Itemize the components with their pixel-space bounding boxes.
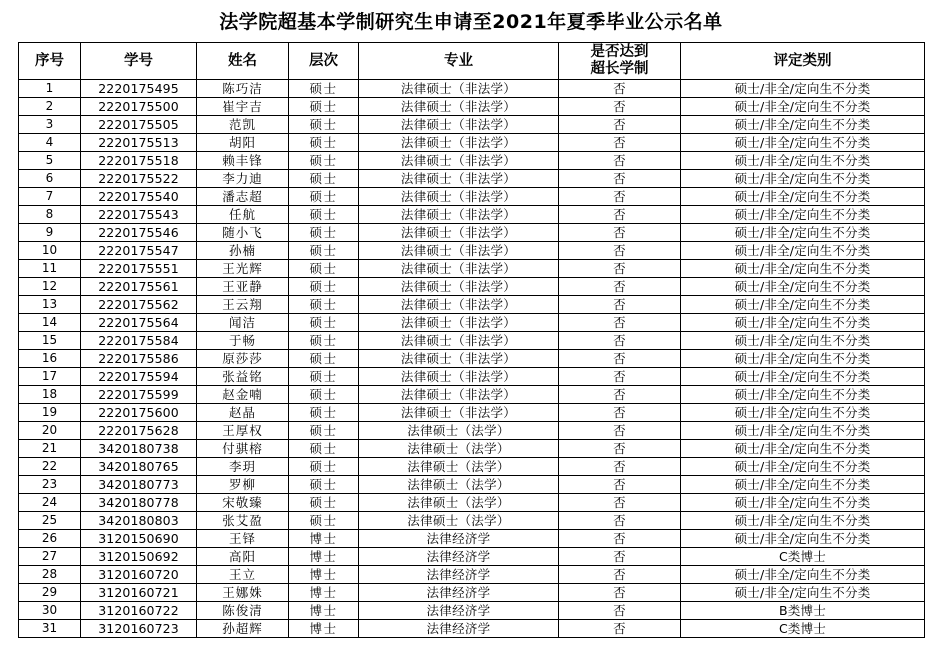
cell-over-duration: 否 xyxy=(559,152,681,170)
cell-level: 硕士 xyxy=(289,260,359,278)
cell-category: 硕士/非全/定向生不分类 xyxy=(681,296,925,314)
cell-over-duration: 否 xyxy=(559,296,681,314)
cell-level: 硕士 xyxy=(289,458,359,476)
table-container xyxy=(0,42,942,638)
cell-index: 5 xyxy=(19,152,81,170)
cell-index: 8 xyxy=(19,206,81,224)
cell-student-id: 2220175561 xyxy=(81,278,197,296)
cell-name: 宋敬臻 xyxy=(197,494,289,512)
table-row xyxy=(19,314,925,332)
cell-category: 硕士/非全/定向生不分类 xyxy=(681,494,925,512)
cell-index: 29 xyxy=(19,584,81,602)
cell-name: 王光辉 xyxy=(197,260,289,278)
cell-category: 硕士/非全/定向生不分类 xyxy=(681,206,925,224)
cell-name: 陈巧洁 xyxy=(197,80,289,98)
cell-name: 张益铭 xyxy=(197,368,289,386)
cell-major: 法律硕士（非法学） xyxy=(359,278,559,296)
cell-level: 硕士 xyxy=(289,440,359,458)
cell-over-duration: 否 xyxy=(559,242,681,260)
cell-student-id: 2220175564 xyxy=(81,314,197,332)
cell-major: 法律经济学 xyxy=(359,566,559,584)
cell-student-id: 2220175500 xyxy=(81,98,197,116)
cell-over-duration: 否 xyxy=(559,584,681,602)
cell-category: 硕士/非全/定向生不分类 xyxy=(681,332,925,350)
cell-category: C类博士 xyxy=(681,548,925,566)
cell-category: 硕士/非全/定向生不分类 xyxy=(681,224,925,242)
cell-student-id: 2220175518 xyxy=(81,152,197,170)
cell-index: 17 xyxy=(19,368,81,386)
cell-student-id: 2220175543 xyxy=(81,206,197,224)
table-row xyxy=(19,332,925,350)
cell-category: 硕士/非全/定向生不分类 xyxy=(681,566,925,584)
cell-student-id: 2220175551 xyxy=(81,260,197,278)
cell-student-id: 3420180773 xyxy=(81,476,197,494)
table-row xyxy=(19,260,925,278)
cell-student-id: 2220175495 xyxy=(81,80,197,98)
cell-name: 陈俊清 xyxy=(197,602,289,620)
cell-student-id: 2220175600 xyxy=(81,404,197,422)
cell-level: 博士 xyxy=(289,530,359,548)
cell-over-duration: 否 xyxy=(559,80,681,98)
cell-index: 18 xyxy=(19,386,81,404)
cell-index: 28 xyxy=(19,566,81,584)
table-row xyxy=(19,152,925,170)
cell-major: 法律经济学 xyxy=(359,530,559,548)
cell-index: 12 xyxy=(19,278,81,296)
cell-name: 范凯 xyxy=(197,116,289,134)
cell-over-duration: 否 xyxy=(559,260,681,278)
cell-category: 硕士/非全/定向生不分类 xyxy=(681,134,925,152)
cell-major: 法律硕士（非法学） xyxy=(359,296,559,314)
table-row xyxy=(19,224,925,242)
cell-major: 法律硕士（非法学） xyxy=(359,98,559,116)
cell-index: 24 xyxy=(19,494,81,512)
cell-name: 胡阳 xyxy=(197,134,289,152)
cell-major: 法律硕士（非法学） xyxy=(359,134,559,152)
cell-level: 博士 xyxy=(289,584,359,602)
table-row xyxy=(19,602,925,620)
table-row xyxy=(19,458,925,476)
cell-name: 赖丰锋 xyxy=(197,152,289,170)
table-row xyxy=(19,242,925,260)
cell-student-id: 2220175599 xyxy=(81,386,197,404)
cell-category: 硕士/非全/定向生不分类 xyxy=(681,404,925,422)
cell-index: 6 xyxy=(19,170,81,188)
cell-category: C类博士 xyxy=(681,620,925,638)
cell-over-duration: 否 xyxy=(559,494,681,512)
cell-over-duration: 否 xyxy=(559,476,681,494)
cell-student-id: 2220175562 xyxy=(81,296,197,314)
column-header-over-duration-line1: 是否达到 xyxy=(590,44,649,61)
cell-category: 硕士/非全/定向生不分类 xyxy=(681,242,925,260)
cell-level: 硕士 xyxy=(289,494,359,512)
cell-over-duration: 否 xyxy=(559,98,681,116)
column-header-over-duration xyxy=(559,43,681,80)
cell-category: 硕士/非全/定向生不分类 xyxy=(681,530,925,548)
cell-name: 崔宇吉 xyxy=(197,98,289,116)
cell-over-duration: 否 xyxy=(559,134,681,152)
cell-over-duration: 否 xyxy=(559,566,681,584)
cell-category: 硕士/非全/定向生不分类 xyxy=(681,188,925,206)
cell-major: 法律硕士（非法学） xyxy=(359,404,559,422)
cell-over-duration: 否 xyxy=(559,188,681,206)
cell-major: 法律硕士（非法学） xyxy=(359,170,559,188)
cell-name: 王厚权 xyxy=(197,422,289,440)
cell-index: 4 xyxy=(19,134,81,152)
cell-index: 19 xyxy=(19,404,81,422)
cell-level: 硕士 xyxy=(289,116,359,134)
cell-major: 法律硕士（非法学） xyxy=(359,350,559,368)
cell-major: 法律硕士（非法学） xyxy=(359,386,559,404)
column-header-category: 评定类别 xyxy=(681,43,925,80)
cell-student-id: 2220175586 xyxy=(81,350,197,368)
cell-name: 王云翔 xyxy=(197,296,289,314)
cell-student-id: 3420180778 xyxy=(81,494,197,512)
cell-student-id: 3120160723 xyxy=(81,620,197,638)
cell-over-duration: 否 xyxy=(559,530,681,548)
cell-level: 硕士 xyxy=(289,98,359,116)
column-header-name: 姓名 xyxy=(197,43,289,80)
cell-over-duration: 否 xyxy=(559,386,681,404)
table-body xyxy=(19,80,925,638)
cell-student-id: 2220175522 xyxy=(81,170,197,188)
cell-level: 硕士 xyxy=(289,224,359,242)
cell-level: 硕士 xyxy=(289,80,359,98)
cell-name: 闻洁 xyxy=(197,314,289,332)
cell-index: 9 xyxy=(19,224,81,242)
cell-name: 李玥 xyxy=(197,458,289,476)
cell-category: 硕士/非全/定向生不分类 xyxy=(681,368,925,386)
cell-over-duration: 否 xyxy=(559,224,681,242)
table-header xyxy=(19,43,925,80)
cell-over-duration: 否 xyxy=(559,548,681,566)
table-row xyxy=(19,368,925,386)
cell-over-duration: 否 xyxy=(559,116,681,134)
cell-name: 王娜姝 xyxy=(197,584,289,602)
cell-name: 任航 xyxy=(197,206,289,224)
cell-student-id: 2220175513 xyxy=(81,134,197,152)
cell-over-duration: 否 xyxy=(559,620,681,638)
cell-index: 3 xyxy=(19,116,81,134)
cell-category: 硕士/非全/定向生不分类 xyxy=(681,278,925,296)
cell-major: 法律硕士（非法学） xyxy=(359,80,559,98)
cell-over-duration: 否 xyxy=(559,440,681,458)
cell-level: 硕士 xyxy=(289,314,359,332)
cell-student-id: 3120160721 xyxy=(81,584,197,602)
table-row xyxy=(19,134,925,152)
table-row xyxy=(19,494,925,512)
cell-category: 硕士/非全/定向生不分类 xyxy=(681,584,925,602)
table-row xyxy=(19,566,925,584)
cell-student-id: 3120150690 xyxy=(81,530,197,548)
column-header-over-duration-line2: 超长学制 xyxy=(590,61,649,77)
table-row xyxy=(19,350,925,368)
cell-major: 法律硕士（非法学） xyxy=(359,368,559,386)
cell-major: 法律硕士（法学） xyxy=(359,512,559,530)
cell-student-id: 2220175594 xyxy=(81,368,197,386)
cell-over-duration: 否 xyxy=(559,368,681,386)
cell-name: 张艾盈 xyxy=(197,512,289,530)
cell-major: 法律硕士（非法学） xyxy=(359,116,559,134)
cell-level: 硕士 xyxy=(289,386,359,404)
table-header-row xyxy=(19,43,925,80)
cell-student-id: 2220175546 xyxy=(81,224,197,242)
cell-category: 硕士/非全/定向生不分类 xyxy=(681,98,925,116)
column-header-index: 序号 xyxy=(19,43,81,80)
cell-index: 2 xyxy=(19,98,81,116)
cell-major: 法律硕士（非法学） xyxy=(359,152,559,170)
table-row xyxy=(19,278,925,296)
cell-name: 高阳 xyxy=(197,548,289,566)
cell-index: 21 xyxy=(19,440,81,458)
cell-student-id: 2220175584 xyxy=(81,332,197,350)
cell-index: 15 xyxy=(19,332,81,350)
cell-category: 硕士/非全/定向生不分类 xyxy=(681,440,925,458)
cell-index: 14 xyxy=(19,314,81,332)
cell-level: 硕士 xyxy=(289,476,359,494)
cell-major: 法律硕士（非法学） xyxy=(359,206,559,224)
cell-index: 23 xyxy=(19,476,81,494)
cell-over-duration: 否 xyxy=(559,350,681,368)
cell-category: 硕士/非全/定向生不分类 xyxy=(681,80,925,98)
cell-student-id: 3420180765 xyxy=(81,458,197,476)
cell-level: 硕士 xyxy=(289,278,359,296)
cell-level: 硕士 xyxy=(289,206,359,224)
cell-major: 法律硕士（法学） xyxy=(359,458,559,476)
cell-name: 孙超辉 xyxy=(197,620,289,638)
cell-level: 硕士 xyxy=(289,152,359,170)
cell-major: 法律硕士（法学） xyxy=(359,476,559,494)
cell-student-id: 2220175540 xyxy=(81,188,197,206)
page-title: 法学院超基本学制研究生申请至2021年夏季毕业公示名单 xyxy=(219,11,723,33)
cell-index: 1 xyxy=(19,80,81,98)
cell-name: 赵金喃 xyxy=(197,386,289,404)
cell-level: 硕士 xyxy=(289,134,359,152)
cell-name: 付骐榕 xyxy=(197,440,289,458)
cell-index: 26 xyxy=(19,530,81,548)
cell-category: 硕士/非全/定向生不分类 xyxy=(681,350,925,368)
column-header-major: 专业 xyxy=(359,43,559,80)
cell-major: 法律硕士（非法学） xyxy=(359,260,559,278)
cell-level: 博士 xyxy=(289,548,359,566)
cell-name: 于畅 xyxy=(197,332,289,350)
column-header-student-id: 学号 xyxy=(81,43,197,80)
cell-level: 硕士 xyxy=(289,296,359,314)
cell-level: 硕士 xyxy=(289,170,359,188)
cell-category: 硕士/非全/定向生不分类 xyxy=(681,512,925,530)
cell-index: 22 xyxy=(19,458,81,476)
cell-level: 硕士 xyxy=(289,368,359,386)
cell-level: 硕士 xyxy=(289,422,359,440)
cell-index: 16 xyxy=(19,350,81,368)
cell-over-duration: 否 xyxy=(559,512,681,530)
cell-index: 31 xyxy=(19,620,81,638)
table-row xyxy=(19,440,925,458)
cell-major: 法律硕士（非法学） xyxy=(359,224,559,242)
cell-major: 法律硕士（非法学） xyxy=(359,242,559,260)
cell-student-id: 2220175505 xyxy=(81,116,197,134)
cell-major: 法律硕士（法学） xyxy=(359,494,559,512)
document-page xyxy=(0,7,942,655)
table-row xyxy=(19,530,925,548)
cell-major: 法律硕士（非法学） xyxy=(359,314,559,332)
cell-index: 20 xyxy=(19,422,81,440)
cell-name: 孙楠 xyxy=(197,242,289,260)
cell-name: 罗柳 xyxy=(197,476,289,494)
cell-index: 13 xyxy=(19,296,81,314)
table-row xyxy=(19,80,925,98)
cell-level: 硕士 xyxy=(289,188,359,206)
table-row xyxy=(19,188,925,206)
cell-over-duration: 否 xyxy=(559,404,681,422)
cell-level: 硕士 xyxy=(289,404,359,422)
cell-name: 王铎 xyxy=(197,530,289,548)
table-row xyxy=(19,476,925,494)
table-row xyxy=(19,296,925,314)
cell-student-id: 2220175628 xyxy=(81,422,197,440)
cell-category: 硕士/非全/定向生不分类 xyxy=(681,260,925,278)
table-row xyxy=(19,116,925,134)
cell-major: 法律硕士（非法学） xyxy=(359,332,559,350)
table-row xyxy=(19,170,925,188)
table-row xyxy=(19,620,925,638)
cell-name: 潘志超 xyxy=(197,188,289,206)
cell-major: 法律经济学 xyxy=(359,602,559,620)
cell-category: 硕士/非全/定向生不分类 xyxy=(681,314,925,332)
cell-level: 硕士 xyxy=(289,242,359,260)
cell-category: 硕士/非全/定向生不分类 xyxy=(681,116,925,134)
cell-student-id: 2220175547 xyxy=(81,242,197,260)
cell-over-duration: 否 xyxy=(559,602,681,620)
cell-over-duration: 否 xyxy=(559,332,681,350)
cell-student-id: 3420180803 xyxy=(81,512,197,530)
cell-index: 25 xyxy=(19,512,81,530)
cell-over-duration: 否 xyxy=(559,206,681,224)
cell-name: 王亚静 xyxy=(197,278,289,296)
table-row xyxy=(19,386,925,404)
cell-category: 硕士/非全/定向生不分类 xyxy=(681,170,925,188)
cell-major: 法律经济学 xyxy=(359,584,559,602)
cell-student-id: 3120150692 xyxy=(81,548,197,566)
cell-name: 王立 xyxy=(197,566,289,584)
cell-over-duration: 否 xyxy=(559,422,681,440)
cell-over-duration: 否 xyxy=(559,278,681,296)
cell-index: 27 xyxy=(19,548,81,566)
cell-index: 10 xyxy=(19,242,81,260)
cell-student-id: 3120160722 xyxy=(81,602,197,620)
cell-major: 法律硕士（法学） xyxy=(359,422,559,440)
table-row xyxy=(19,98,925,116)
cell-student-id: 3420180738 xyxy=(81,440,197,458)
cell-level: 硕士 xyxy=(289,350,359,368)
cell-level: 硕士 xyxy=(289,332,359,350)
table-row xyxy=(19,206,925,224)
cell-student-id: 3120160720 xyxy=(81,566,197,584)
cell-index: 7 xyxy=(19,188,81,206)
cell-category: 硕士/非全/定向生不分类 xyxy=(681,458,925,476)
table-row xyxy=(19,512,925,530)
cell-level: 博士 xyxy=(289,620,359,638)
table-row xyxy=(19,404,925,422)
cell-category: 硕士/非全/定向生不分类 xyxy=(681,476,925,494)
cell-index: 11 xyxy=(19,260,81,278)
cell-category: 硕士/非全/定向生不分类 xyxy=(681,152,925,170)
cell-level: 博士 xyxy=(289,566,359,584)
graduation-public-notice-table xyxy=(18,42,925,638)
cell-major: 法律硕士（非法学） xyxy=(359,188,559,206)
cell-over-duration: 否 xyxy=(559,170,681,188)
table-row xyxy=(19,584,925,602)
cell-category: 硕士/非全/定向生不分类 xyxy=(681,386,925,404)
cell-name: 原莎莎 xyxy=(197,350,289,368)
column-header-level: 层次 xyxy=(289,43,359,80)
cell-over-duration: 否 xyxy=(559,314,681,332)
cell-level: 博士 xyxy=(289,602,359,620)
cell-name: 李力迪 xyxy=(197,170,289,188)
cell-name: 赵晶 xyxy=(197,404,289,422)
cell-category: B类博士 xyxy=(681,602,925,620)
cell-major: 法律经济学 xyxy=(359,620,559,638)
table-row xyxy=(19,548,925,566)
cell-major: 法律硕士（法学） xyxy=(359,440,559,458)
cell-major: 法律经济学 xyxy=(359,548,559,566)
table-row xyxy=(19,422,925,440)
cell-over-duration: 否 xyxy=(559,458,681,476)
cell-level: 硕士 xyxy=(289,512,359,530)
cell-name: 随小飞 xyxy=(197,224,289,242)
cell-index: 30 xyxy=(19,602,81,620)
cell-category: 硕士/非全/定向生不分类 xyxy=(681,422,925,440)
